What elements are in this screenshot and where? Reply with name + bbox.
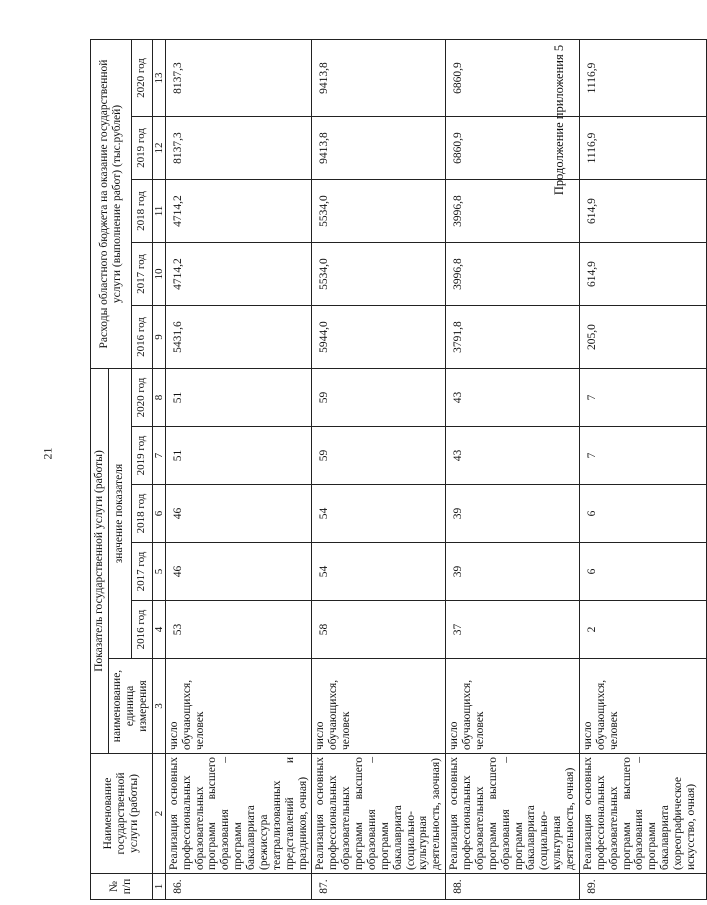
row-number: 86. — [165, 874, 312, 900]
expense-value: 205,0 — [579, 306, 706, 369]
service-name: Реализация основных профессиональных образовательных программ высшего образования – программ бакалавриата (хореографическое искусство, очная) — [579, 754, 706, 874]
indicator-value: 43 — [446, 369, 580, 427]
indicator-value: 54 — [312, 485, 446, 543]
expense-value: 5431,6 — [165, 306, 312, 369]
header-expense-year: 2016 год — [131, 306, 152, 369]
indicator-value: 46 — [165, 485, 312, 543]
indicator-value: 6 — [579, 485, 706, 543]
service-name: Реализация основных профессиональных образовательных программ высшего образования – программ бакалавриата (социально-культурная деятельность, заочная) — [312, 754, 446, 874]
indicator-value: 54 — [312, 543, 446, 601]
column-number: 13 — [152, 40, 165, 117]
indicator-value: 7 — [579, 427, 706, 485]
header-value-year: 2016 год — [131, 601, 152, 659]
expense-value: 4714,2 — [165, 243, 312, 306]
header-expense-year: 2019 год — [131, 117, 152, 180]
service-name: Реализация основных профессиональных образовательных программ высшего образования – программ бакалавриата (режиссура театрализованных представлений и праздников, очная) — [165, 754, 312, 874]
indicator-unit: число обучающихся, человек — [579, 659, 706, 754]
column-number: 5 — [152, 543, 165, 601]
expense-value: 9413,8 — [312, 40, 446, 117]
header-indicator-value: значение показателя — [108, 369, 131, 659]
indicator-value: 2 — [579, 601, 706, 659]
column-number: 1 — [152, 874, 165, 900]
indicator-value: 37 — [446, 601, 580, 659]
header-expense-year: 2017 год — [131, 243, 152, 306]
indicator-value: 43 — [446, 427, 580, 485]
header-value-year: 2019 год — [131, 427, 152, 485]
indicator-unit: число обучающихся, человек — [446, 659, 580, 754]
header-no: № п/п — [91, 874, 153, 900]
indicator-unit: число обучающихся, человек — [312, 659, 446, 754]
row-number: 88. — [446, 874, 580, 900]
row-number: 89. — [579, 874, 706, 900]
expense-value: 1116,9 — [579, 117, 706, 180]
indicator-value: 53 — [165, 601, 312, 659]
table-row — [165, 40, 312, 900]
indicator-value: 39 — [446, 485, 580, 543]
column-number: 12 — [152, 117, 165, 180]
header-expenses: Расходы областного бюджета на оказание государственной услуги (выполнение работ) (тыс.рублей) — [91, 40, 132, 369]
expense-value: 6860,9 — [446, 117, 580, 180]
header-expense-year: 2020 год — [131, 40, 152, 117]
indicator-value: 7 — [579, 369, 706, 427]
table-row — [446, 40, 580, 900]
indicator-value: 59 — [312, 427, 446, 485]
column-number: 9 — [152, 306, 165, 369]
expense-value: 1116,9 — [579, 40, 706, 117]
expense-value: 3996,8 — [446, 180, 580, 243]
column-number: 4 — [152, 601, 165, 659]
expense-value: 5534,0 — [312, 243, 446, 306]
header-value-year: 2018 год — [131, 485, 152, 543]
indicator-value: 46 — [165, 543, 312, 601]
indicator-value: 6 — [579, 543, 706, 601]
header-service-name: Наименование государственной услуги (работы) — [91, 754, 153, 874]
indicator-value: 39 — [446, 543, 580, 601]
expense-value: 614,9 — [579, 243, 706, 306]
expense-value: 5534,0 — [312, 180, 446, 243]
column-number: 7 — [152, 427, 165, 485]
expense-value: 3791,8 — [446, 306, 580, 369]
column-number: 11 — [152, 180, 165, 243]
expense-value: 6860,9 — [446, 40, 580, 117]
header-expense-year: 2018 год — [131, 180, 152, 243]
header-indicator-name: наименование, единица измерения — [108, 659, 152, 754]
indicator-unit: число обучающихся, человек — [165, 659, 312, 754]
continuation-label: Продолжение приложения 5 — [552, 44, 566, 196]
column-number: 8 — [152, 369, 165, 427]
expense-value: 8137,3 — [165, 117, 312, 180]
column-number: 3 — [152, 659, 165, 754]
header-value-year: 2017 год — [131, 543, 152, 601]
indicator-value: 58 — [312, 601, 446, 659]
expense-value: 8137,3 — [165, 40, 312, 117]
column-number-row — [152, 40, 165, 900]
expense-value: 3996,8 — [446, 243, 580, 306]
header-indicator-group: Показатель государственной услуги (работы) — [91, 369, 109, 754]
column-number: 2 — [152, 754, 165, 874]
indicator-value: 51 — [165, 369, 312, 427]
column-number: 6 — [152, 485, 165, 543]
indicator-value: 59 — [312, 369, 446, 427]
page-number: 21 — [40, 447, 55, 460]
row-number: 87. — [312, 874, 446, 900]
table-row — [579, 40, 706, 900]
indicator-value: 51 — [165, 427, 312, 485]
expense-value: 5944,0 — [312, 306, 446, 369]
header-value-year: 2020 год — [131, 369, 152, 427]
expense-value: 9413,8 — [312, 117, 446, 180]
expense-value: 614,9 — [579, 180, 706, 243]
column-number: 10 — [152, 243, 165, 306]
service-name: Реализация основных профессиональных образовательных программ высшего образования – программ бакалавриата (социально-культурная деятельность, очная) — [446, 754, 580, 874]
expense-value: 4714,2 — [165, 180, 312, 243]
table-row — [312, 40, 446, 900]
service-indicators-table — [90, 39, 707, 900]
